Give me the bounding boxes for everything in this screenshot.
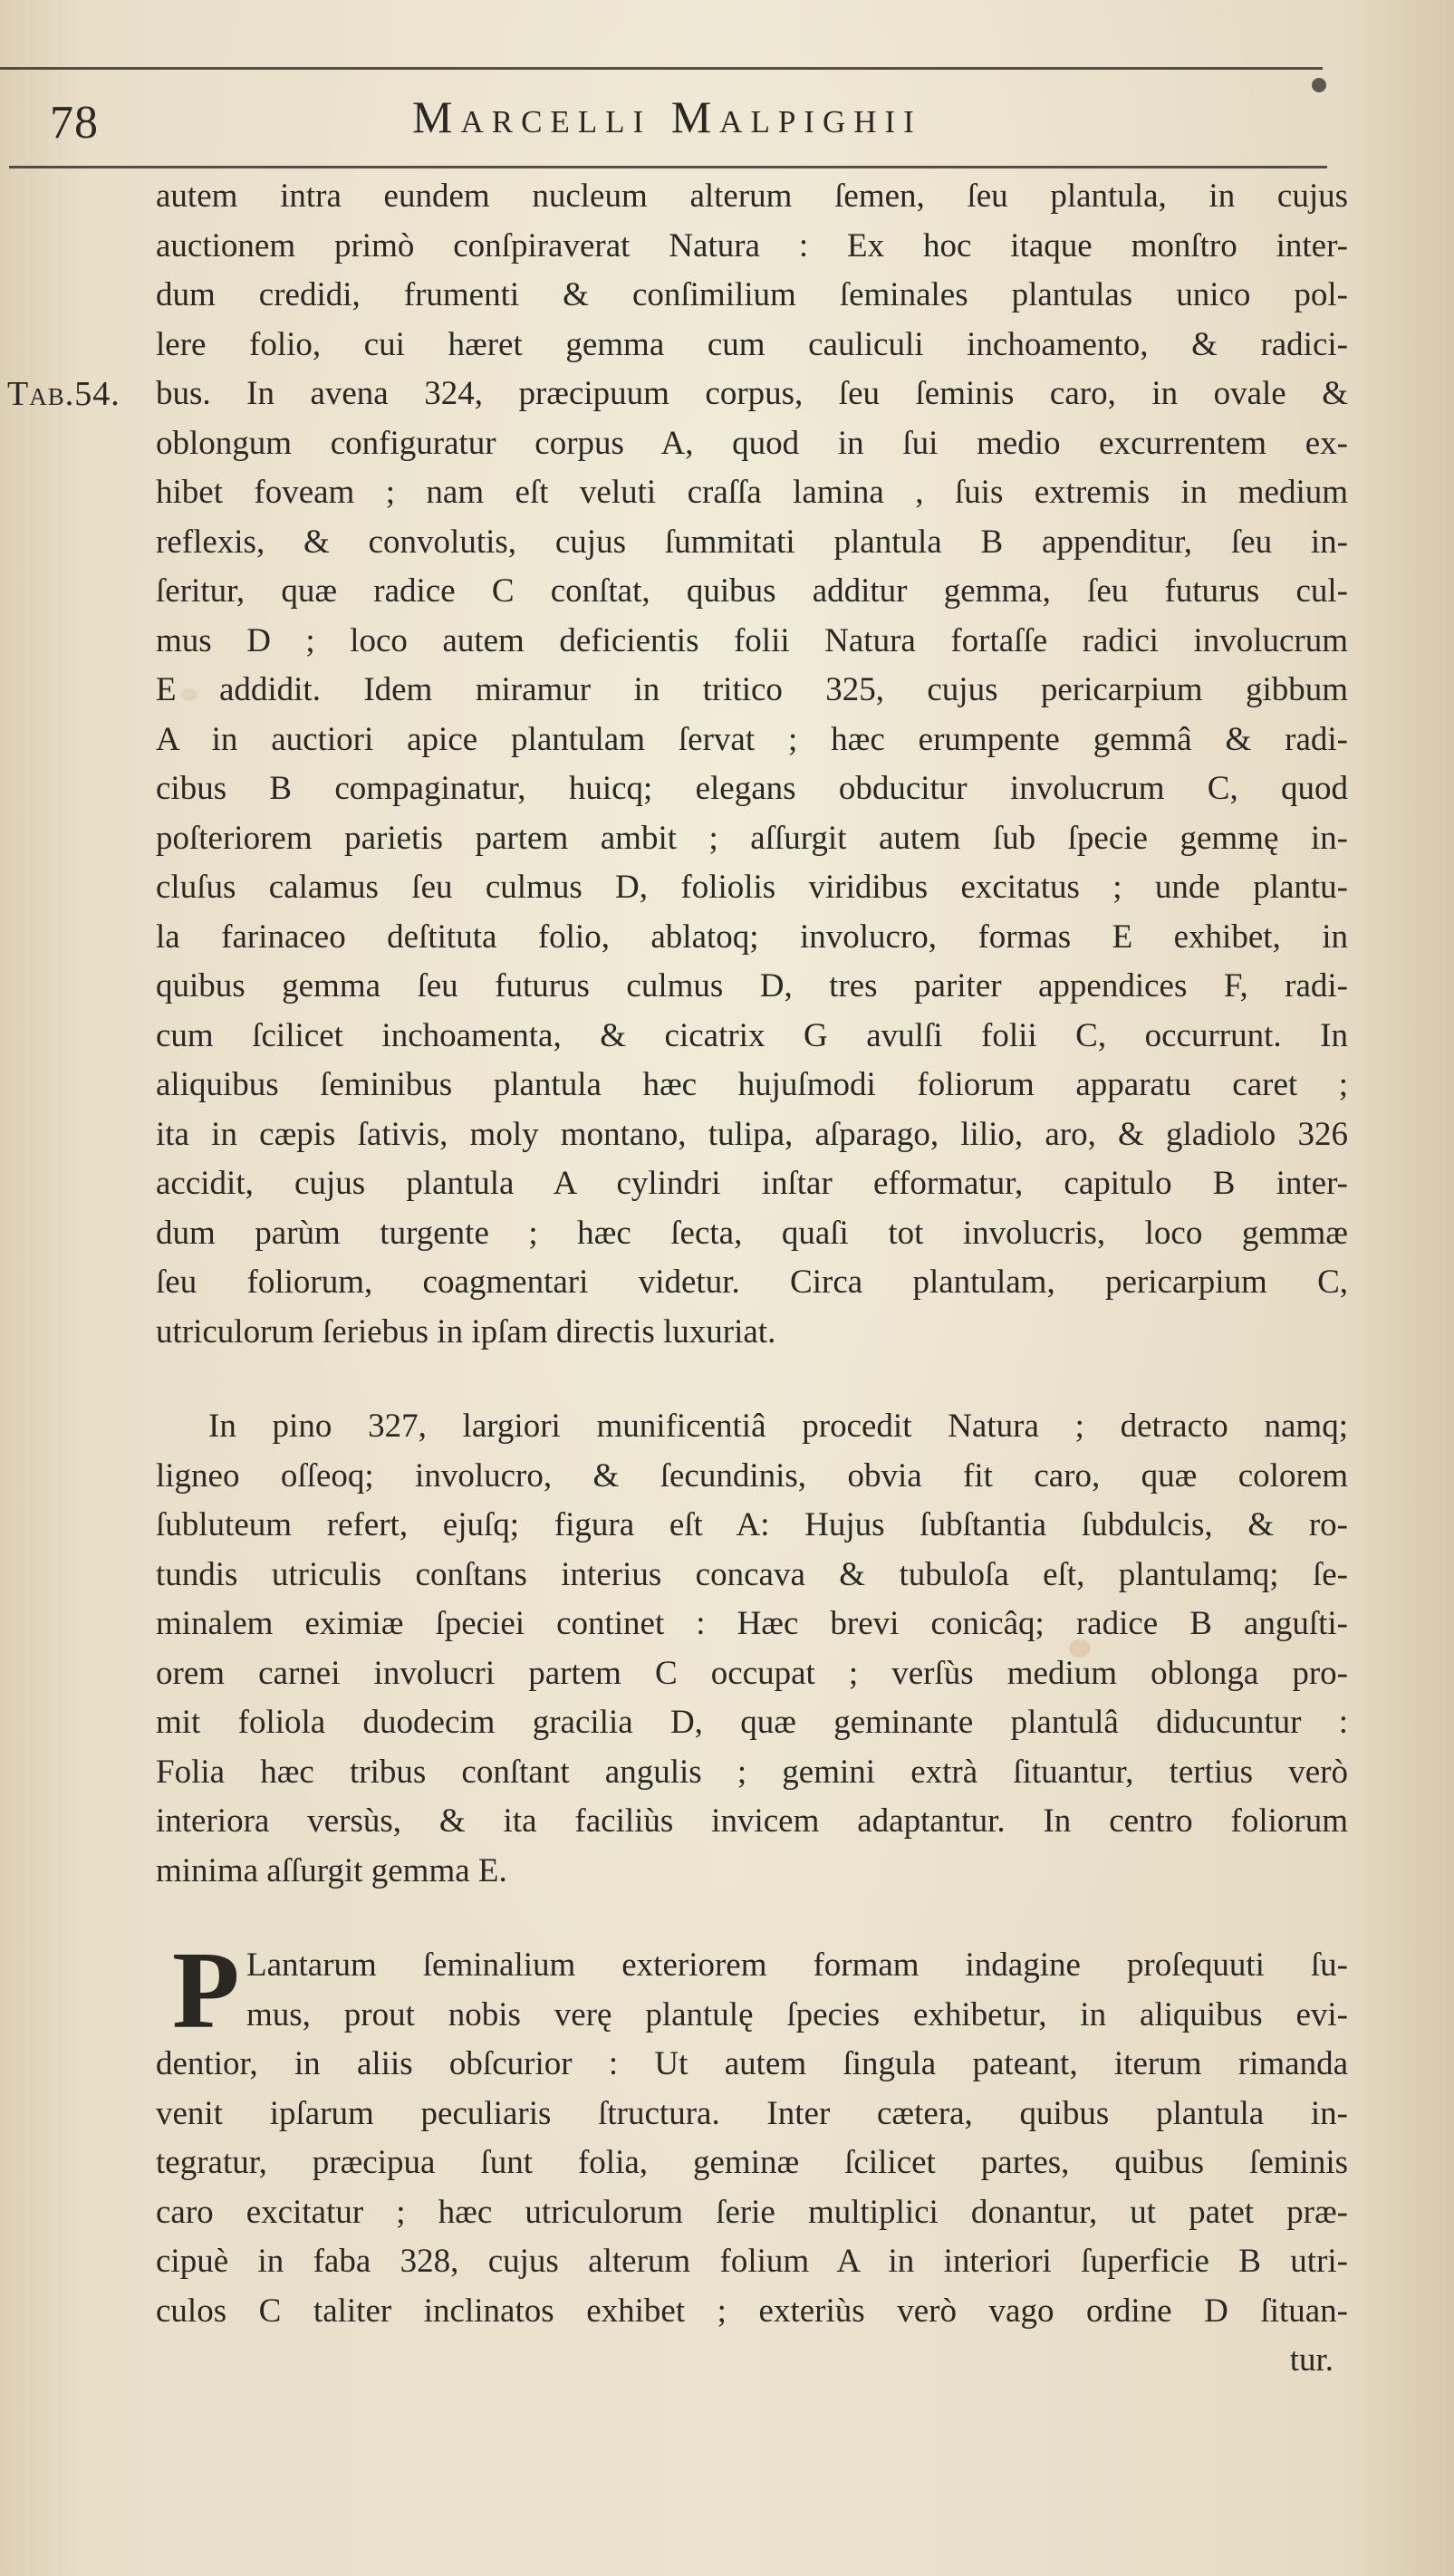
- text-line: dum parùm turgente ; hæc ſecta, quaſi tot involucris, loco gemmæ: [156, 1214, 1348, 1252]
- text-line: lere folio, cui hæret gemma cum cauliculi inchoamento, & radici-: [156, 325, 1348, 363]
- paragraph-3: [156, 1929, 1348, 2386]
- paragraph-gap: [156, 1896, 1348, 1941]
- ink-blot: [1312, 78, 1326, 92]
- text-line: bus. In avena 324, præcipuum corpus, ſeu ſeminis caro, in ovale &: [156, 375, 1348, 412]
- paragraph-1: [156, 172, 1348, 1357]
- text-line: Folia hæc tribus conſtant angulis ; gemini extrà ſituantur, tertius verò: [156, 1753, 1348, 1791]
- text-line: reflexis, & convolutis, cujus ſummitati plantula B appenditur, ſeu in-: [156, 523, 1348, 561]
- text-line: Lantarum ſeminalium exteriorem formam indagine proſequuti ſu-: [246, 1946, 1348, 1984]
- text-line: orem carnei involucri partem C occupat ; verſùs medium oblonga pro-: [156, 1654, 1348, 1692]
- plate-reference: Tab.54.: [7, 375, 120, 413]
- text-line: la farinaceo deſtituta folio, ablatoq; involucro, formas E exhibet, in: [156, 918, 1348, 956]
- paper-stain: [181, 688, 197, 701]
- text-line: tundis utriculis conſtans interius concava & tubuloſa eſt, plantulamq; ſe-: [156, 1555, 1348, 1593]
- paper-stain: [1069, 1639, 1091, 1658]
- text-line: mit foliola duodecim gracilia D, quæ geminante plantulâ diducuntur :: [156, 1704, 1348, 1741]
- text-line: cum ſcilicet inchoamenta, & cicatrix G avulſi folii C, occurrunt. In: [156, 1016, 1348, 1054]
- text-line: ligneo oſſeoq; involucro, & ſecundinis, obvia fit caro, quæ colorem: [156, 1456, 1348, 1495]
- running-head: Marcelli Malpighii: [412, 91, 922, 142]
- paragraph-2: [156, 1402, 1348, 1896]
- text-line-final: tur.: [1289, 2341, 1334, 2379]
- text-line: mus D ; loco autem deficientis folii Natura fortaſſe radici involucrum: [156, 621, 1348, 659]
- body-text: [156, 172, 1348, 2386]
- text-line: autem intra eundem nucleum alterum ſemen, ſeu plantula, in cujus: [156, 178, 1348, 215]
- text-line: ſeritur, quæ radice C conſtat, quibus additur gemma, ſeu futurus cul-: [156, 572, 1348, 610]
- text-line: hibet foveam ; nam eſt veluti craſſa lamina , ſuis extremis in medium: [156, 474, 1348, 511]
- text-line: mus, prout nobis verę plantulę ſpecies exhibetur, in aliquibus evi-: [246, 1995, 1348, 2033]
- text-line: In pino 327, largiori munificentiâ procedit Natura ; detracto namq;: [208, 1408, 1348, 1445]
- text-line: A in auctiori apice plantulam ſervat ; hæc erumpente gemmâ & radi-: [156, 720, 1348, 758]
- paragraph-gap: [156, 1357, 1348, 1402]
- page-number: 78: [50, 97, 99, 149]
- text-line: tegratur, præcipua ſunt folia, geminæ ſcilicet partes, quibus ſeminis: [156, 2144, 1348, 2181]
- text-line: cibus B compaginatur, huicq; elegans obducitur involucrum C, quod: [156, 770, 1348, 807]
- text-line: minalem eximiæ ſpeciei continet : Hæc brevi conicâq; radice B anguſti-: [156, 1605, 1348, 1642]
- text-line: poſteriorem parietis partem ambit ; aſſurgit autem ſub ſpecie gemmę in-: [156, 819, 1348, 857]
- text-line: utriculorum ſeriebus in ipſam directis luxuriat.: [156, 1312, 776, 1350]
- text-line: quibus gemma ſeu futurus culmus D, tres pariter appendices F, radi-: [156, 967, 1348, 1004]
- text-line: accidit, cujus plantula A cylindri inſtar efformatur, capitulo B inter-: [156, 1165, 1348, 1202]
- header-top-rule: [0, 67, 1323, 70]
- text-line: ita in cæpis ſativis, moly montano, tulipa, aſparago, lilio, aro, & gladiolo 326: [156, 1115, 1348, 1153]
- text-line: dentior, in aliis obſcurior : Ut autem ſingula pateant, iterum rimanda: [156, 2045, 1348, 2082]
- text-line: caro excitatur ; hæc utriculorum ſerie multiplici donantur, ut patet præ-: [156, 2193, 1348, 2231]
- text-line: minima aſſurgit gemma E.: [156, 1851, 507, 1889]
- text-line: culos C taliter inclinatos exhibet ; exteriùs verò vago ordine D ſituan-: [156, 2292, 1348, 2330]
- text-line: interiora versùs, & ita faciliùs invicem adaptantur. In centro foliorum: [156, 1802, 1348, 1840]
- text-line: E addidit. Idem miramur in tritico 325, cujus pericarpium gibbum: [156, 671, 1348, 708]
- header-bottom-rule: [9, 166, 1327, 168]
- text-line: ſeu foliorum, coagmentari videtur. Circa plantulam, pericarpium C,: [156, 1264, 1348, 1301]
- text-line: cluſus calamus ſeu culmus D, foliolis viridibus excitatus ; unde plantu-: [156, 869, 1348, 906]
- text-line: aliquibus ſeminibus plantula hæc hujuſmodi foliorum apparatu caret ;: [156, 1066, 1348, 1103]
- text-line: venit ipſarum peculiaris ſtructura. Inter cætera, quibus plantula in-: [156, 2094, 1348, 2132]
- text-line: dum credidi, frumenti & conſimilium ſeminales plantulas unico pol-: [156, 276, 1348, 313]
- text-line: oblongum configuratur corpus A, quod in ſui medio excurrentem ex-: [156, 424, 1348, 462]
- text-line: ſubluteum refert, ejuſq; figura eſt A: Hujus ſubſtantia ſubdulcis, & ro-: [156, 1506, 1348, 1543]
- drop-cap-letter: P: [172, 1929, 240, 2052]
- text-line: auctionem primò conſpiraverat Natura : Ex hoc itaque monſtro inter-: [156, 226, 1348, 264]
- drop-cap-block: [156, 1929, 1348, 2052]
- text-line: cipuè in faba 328, cujus alterum folium A in interiori ſuperficie B utri-: [156, 2243, 1348, 2280]
